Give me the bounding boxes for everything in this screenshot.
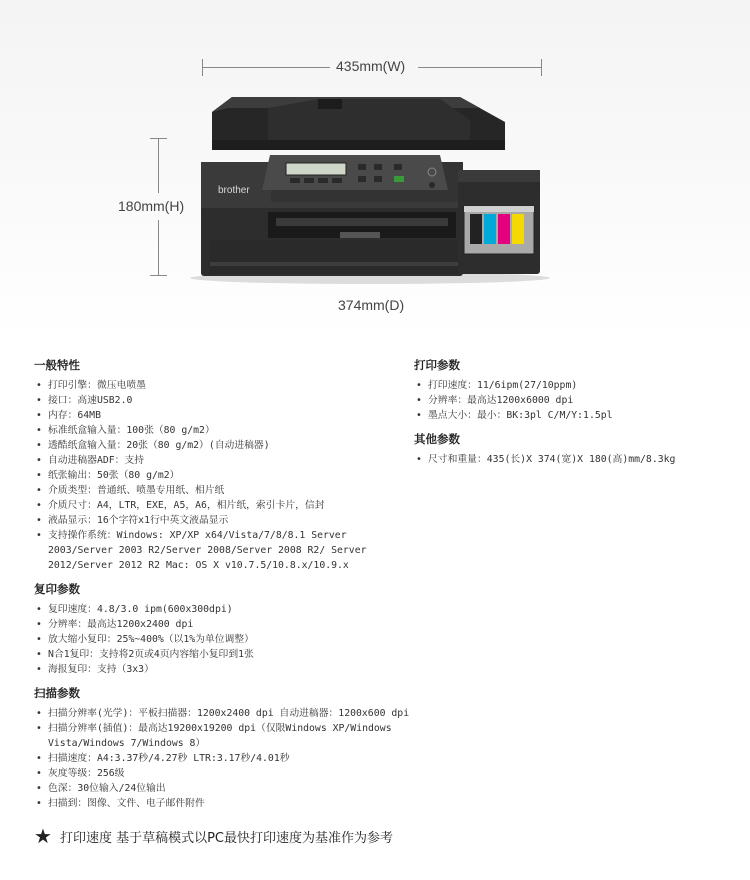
section-title-copy: 复印参数: [34, 582, 80, 596]
spec-item: • 复印速度：4.8/3.0 ipm(600x300dpi): [34, 602, 414, 617]
paper-tray: [210, 240, 460, 274]
spec-item: • 液晶显示：16个字符x1行中英文液晶显示: [34, 513, 414, 528]
printer-illustration: [0, 0, 750, 340]
spec-item: • 打印引擎：微压电喷墨: [34, 378, 414, 393]
spec-item: • 标准纸盒输入量：100张（80 g/m2）: [34, 423, 414, 438]
scan-spec-list: [34, 706, 414, 811]
copy-spec-list: [34, 602, 414, 677]
spec-column-left: [34, 357, 414, 819]
section-title-general: 一般特性: [34, 358, 80, 372]
spec-item: • 扫描到：图像、文件、电子邮件附件: [34, 796, 414, 811]
footer-note-area: [0, 812, 750, 880]
width-dimension-label: 435mm(W): [336, 58, 406, 74]
spec-item: • 放大缩小复印：25%~400%（以1%为单位调整）: [34, 632, 414, 647]
spec-item: • 接口：高速USB2.0: [34, 393, 414, 408]
footnote-text: 打印速度 基于草稿模式以PC最快打印速度为基准作为参考: [59, 830, 393, 846]
spec-item: • 扫描分辨率(插值)：最高达19200x19200 dpi（仅限Windows XP/Windows Vista/Windows 7/Windows 8）: [34, 721, 414, 751]
spec-item: • 尺寸和重量：435(长)X 374(宽)X 180(高)mm/8.3kg: [414, 452, 734, 467]
spec-item: • 介质尺寸：A4，LTR，EXE，A5，A6，相片纸，索引卡片，信封: [34, 498, 414, 513]
spec-item: • 纸张输出：50张（80 g/m2）: [34, 468, 414, 483]
specifications: [0, 345, 750, 815]
spec-item: • N合1复印：支持将2页或4页内容缩小复印到1张: [34, 647, 414, 662]
spec-column-right: [414, 357, 734, 475]
spec-item: • 分辨率：最高达1200x6000 dpi: [414, 393, 734, 408]
spec-item: • 支持操作系统：Windows: XP/XP x64/Vista/7/8/8.1 Server 2003/Server 2003 R2/Server 2008/Server 2008 R2/ Server 2012/Server 2012 R2 Mac: OS X v10.7.5/10.8.x/10.9.x: [34, 528, 414, 573]
adf-tray: [268, 99, 470, 140]
depth-dimension-label: 374mm(D): [338, 297, 405, 313]
spec-item: • 扫描分辨率(光学)：平板扫描器：1200x2400 dpi 自动进稿器：1200x600 dpi: [34, 706, 414, 721]
section-title-scan: 扫描参数: [34, 686, 80, 700]
brand-logo: brother: [218, 185, 250, 196]
spec-item: • 灰度等级：256级: [34, 766, 414, 781]
spec-item: • 内存：64MB: [34, 408, 414, 423]
spec-item: • 分辨率：最高达1200x2400 dpi: [34, 617, 414, 632]
star-icon: ★: [34, 824, 52, 848]
spec-item: • 自动进稿器ADF：支持: [34, 453, 414, 468]
section-title-other: 其他参数: [414, 432, 460, 446]
spec-item: • 色深：30位输入/24位输出: [34, 781, 414, 796]
other-spec-list: [414, 452, 734, 467]
section-title-print: 打印参数: [414, 358, 460, 372]
general-spec-list: [34, 378, 414, 573]
spec-item: • 介质类型：普通纸、喷墨专用纸、相片纸: [34, 483, 414, 498]
spec-item: • 扫描速度：A4:3.37秒/4.27秒 LTR:3.17秒/4.01秒: [34, 751, 414, 766]
lcd-screen: [286, 163, 346, 175]
spec-item: • 透酷纸盒输入量：20张（80 g/m2）(自动进稿器): [34, 438, 414, 453]
height-dimension-label: 180mm(H): [118, 198, 185, 214]
spec-item: • 打印速度：11/6ipm(27/10ppm): [414, 378, 734, 393]
footnote: [34, 826, 393, 846]
spec-item: • 墨点大小：最小：BK:3pl C/M/Y:1.5pl: [414, 408, 734, 423]
print-spec-list: [414, 378, 734, 423]
spec-item: • 海报复印：支持（3x3）: [34, 662, 414, 677]
product-image-area: [0, 0, 750, 340]
